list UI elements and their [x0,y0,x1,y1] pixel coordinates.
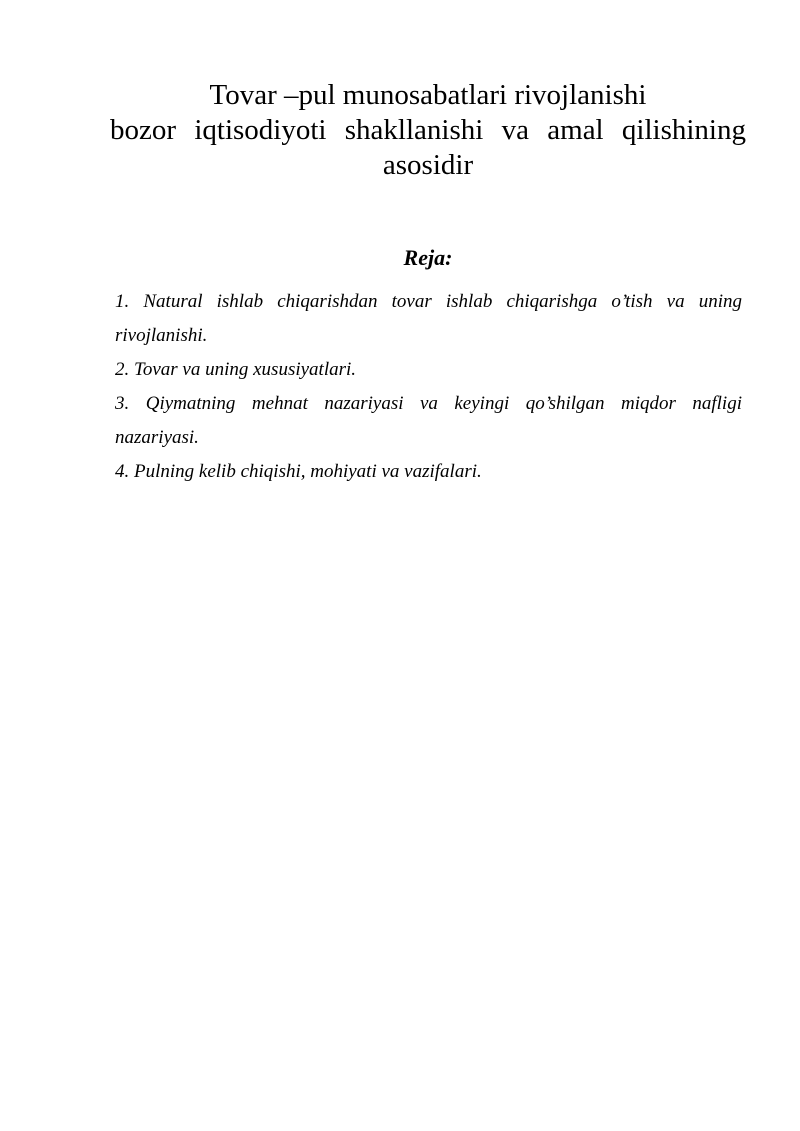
plan-item-2 [115,353,742,387]
plan-item-3 [115,387,742,455]
title-line-3: asosidir [382,149,474,181]
plan-item-4-line-1: 4. Pulning kelib chiqishi, mohiyati va vazifalari. [115,461,482,482]
plan-item-3-line-1: 3. Qiymatning mehnat nazariyasi va keyingi qo’shilgan miqdor nafligi [115,393,742,414]
plan-item-1 [115,285,742,353]
plan-item-3-line-2: nazariyasi. [115,427,199,448]
plan-item-4 [115,455,742,489]
title-line-2: bozor iqtisodiyoti shakllanishi va amal qilishining [110,114,746,146]
plan-item-1-line-2: rivojlanishi. [115,325,208,346]
title-line-1: Tovar –pul munosabatlari rivojlanishi [209,79,647,111]
plan-heading: Reja: [403,245,453,270]
plan-list [115,285,742,489]
plan-item-2-line-1: 2. Tovar va uning xususiyatlari. [115,359,357,380]
plan-item-1-line-1: 1. Natural ishlab chiqarishdan tovar ishlab chiqarishga o’tish va uning [115,291,742,312]
document-title [110,78,746,183]
